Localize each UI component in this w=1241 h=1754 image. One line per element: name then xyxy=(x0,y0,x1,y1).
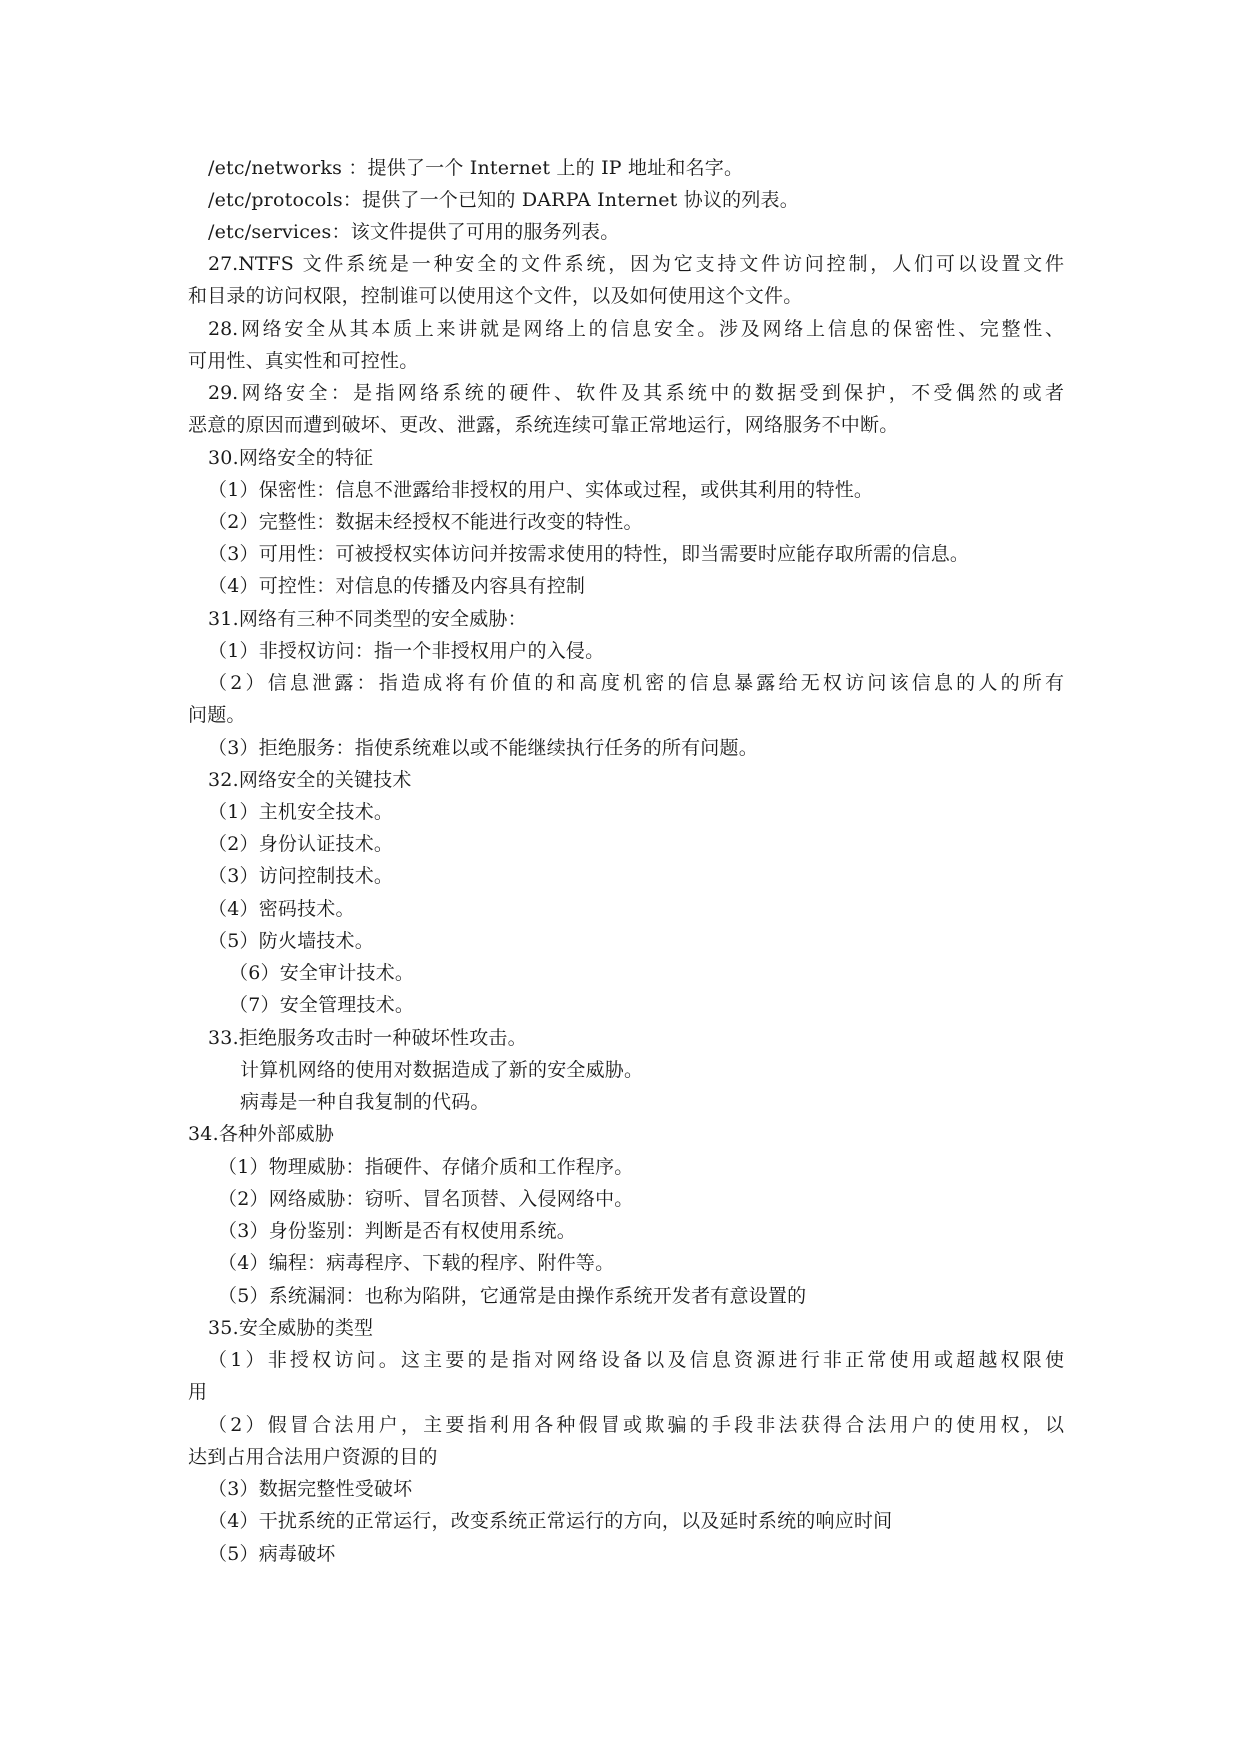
item-32-sub-1: （1）主机安全技术。 xyxy=(208,801,394,823)
item-34-sub-5: （5）系统漏洞：也称为陷阱，它通常是由操作系统开发者有意设置的 xyxy=(218,1285,807,1307)
item-33-heading: 33.拒绝服务攻击时一种破坏性攻击。 xyxy=(208,1027,527,1049)
text-line-etc-networks: /etc/networks ：提供了一个 Internet 上的 IP 地址和名字。 xyxy=(208,157,744,179)
item-31-heading: 31.网络有三种不同类型的安全威胁： xyxy=(208,608,527,630)
item-35-heading: 35.安全威胁的类型 xyxy=(208,1317,374,1339)
item-35-sub-1-line-2: 用 xyxy=(188,1381,208,1403)
item-30-heading: 30.网络安全的特征 xyxy=(208,447,374,469)
text-line-etc-protocols: /etc/protocols：提供了一个已知的 DARPA Internet 协议的列表。 xyxy=(208,189,799,211)
item-27-line-1: 27.NTFS 文件系统是一种安全的文件系统，因为它支持文件访问控制，人们可以设置文件 xyxy=(208,253,1064,275)
item-30-sub-4: （4）可控性：对信息的传播及内容具有控制 xyxy=(208,575,586,597)
item-35-sub-4: （4）干扰系统的正常运行，改变系统正常运行的方向，以及延时系统的响应时间 xyxy=(208,1510,893,1532)
item-34-heading: 34.各种外部威胁 xyxy=(188,1123,335,1145)
item-34-sub-1: （1）物理威胁：指硬件、存储介质和工作程序。 xyxy=(218,1156,634,1178)
item-33-note-2: 病毒是一种自我复制的代码。 xyxy=(240,1091,490,1113)
item-31-sub-1: （1）非授权访问：指一个非授权用户的入侵。 xyxy=(208,640,605,662)
item-35-sub-2-line-1: （2）假冒合法用户，主要指利用各种假冒或欺骗的手段非法获得合法用户的使用权，以 xyxy=(208,1414,1064,1436)
item-29-line-1: 29.网络安全：是指网络系统的硬件、软件及其系统中的数据受到保护，不受偶然的或者 xyxy=(208,382,1064,404)
item-27-line-2: 和目录的访问权限，控制谁可以使用这个文件，以及如何使用这个文件。 xyxy=(188,285,803,307)
text-line-etc-services: /etc/services：该文件提供了可用的服务列表。 xyxy=(208,221,620,243)
item-30-sub-1: （1）保密性：信息不泄露给非授权的用户、实体或过程，或供其利用的特性。 xyxy=(208,479,874,501)
item-33-note-1: 计算机网络的使用对数据造成了新的安全威胁。 xyxy=(240,1059,644,1081)
item-31-sub-2-line-2: 问题。 xyxy=(188,704,246,726)
item-32-sub-6: （6）安全审计技术。 xyxy=(229,962,415,984)
item-30-sub-3: （3）可用性：可被授权实体访问并按需求使用的特性，即当需要时应能存取所需的信息。 xyxy=(208,543,970,565)
item-35-sub-5: （5）病毒破坏 xyxy=(208,1543,336,1565)
item-30-sub-2: （2）完整性：数据未经授权不能进行改变的特性。 xyxy=(208,511,643,533)
item-34-sub-4: （4）编程：病毒程序、下载的程序、附件等。 xyxy=(218,1252,615,1274)
item-32-sub-3: （3）访问控制技术。 xyxy=(208,865,394,887)
item-28-line-2: 可用性、真实性和可控性。 xyxy=(188,350,419,372)
item-28-line-1: 28.网络安全从其本质上来讲就是网络上的信息安全。涉及网络上信息的保密性、完整性、 xyxy=(208,318,1064,340)
item-32-sub-7: （7）安全管理技术。 xyxy=(229,994,415,1016)
item-35-sub-1-line-1: （1）非授权访问。这主要的是指对网络设备以及信息资源进行非正常使用或超越权限使 xyxy=(208,1349,1064,1371)
item-32-heading: 32.网络安全的关键技术 xyxy=(208,769,412,791)
item-35-sub-3: （3）数据完整性受破坏 xyxy=(208,1478,413,1500)
item-32-sub-2: （2）身份认证技术。 xyxy=(208,833,394,855)
item-34-sub-3: （3）身份鉴别：判断是否有权使用系统。 xyxy=(218,1220,576,1242)
item-31-sub-3: （3）拒绝服务：指使系统难以或不能继续执行任务的所有问题。 xyxy=(208,737,758,759)
item-32-sub-5: （5）防火墙技术。 xyxy=(208,930,374,952)
item-31-sub-2-line-1: （2）信息泄露：指造成将有价值的和高度机密的信息暴露给无权访问该信息的人的所有 xyxy=(208,672,1064,694)
item-29-line-2: 恶意的原因而遭到破坏、更改、泄露，系统连续可靠正常地运行，网络服务不中断。 xyxy=(188,414,899,436)
item-32-sub-4: （4）密码技术。 xyxy=(208,898,355,920)
item-35-sub-2-line-2: 达到占用合法用户资源的目的 xyxy=(188,1446,438,1468)
item-34-sub-2: （2）网络威胁：窃听、冒名顶替、入侵网络中。 xyxy=(218,1188,634,1210)
